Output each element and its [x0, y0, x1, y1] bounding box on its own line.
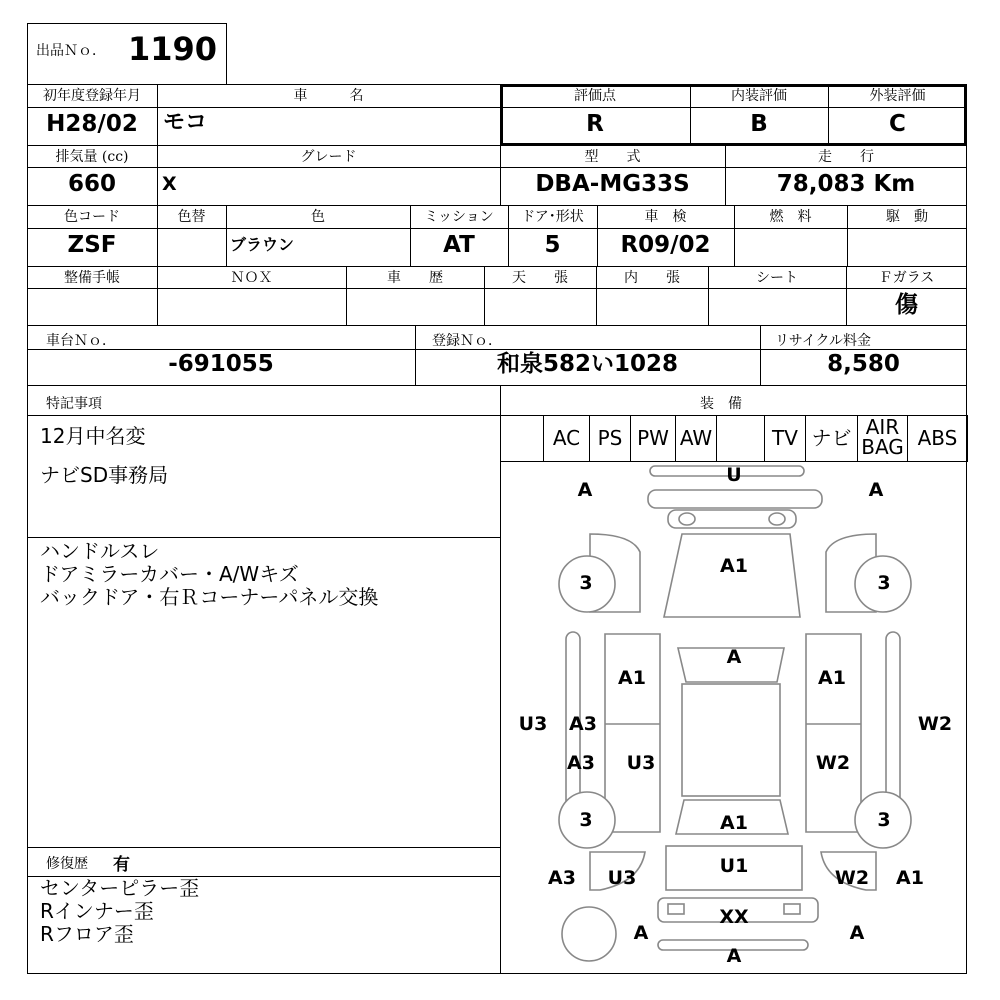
damage-mark: U1	[719, 855, 749, 877]
damage-mark: A1	[818, 667, 846, 689]
damage-mark: A3	[567, 752, 595, 774]
door-shape-label: ドア･形状	[521, 209, 584, 225]
notes-label: 特記事項	[46, 396, 102, 412]
equipment-cell	[805, 415, 858, 462]
equipment-cell	[589, 415, 631, 462]
recolor-label: 色替	[177, 209, 206, 225]
damage-mark: W2	[917, 713, 953, 735]
fuel-label: 燃 料	[769, 209, 812, 225]
door-shape-value: 5	[544, 232, 561, 258]
equipment-item: AW	[679, 426, 713, 450]
lot-number-label: 出品Ｎｏ．	[36, 43, 106, 59]
exterior-grade-label: 外装評価	[869, 88, 926, 104]
nox-label: ＮＯＸ	[230, 270, 273, 286]
recycle-fee-value: 8,580	[827, 351, 900, 377]
transmission-value: AT	[443, 232, 475, 258]
damage-mark: 3	[579, 809, 593, 831]
drive-label: 駆 動	[886, 209, 928, 225]
equipment-cell	[675, 415, 717, 462]
color-label: 色	[311, 209, 325, 225]
equipment-cell	[907, 415, 968, 462]
model-code-label: 型 式	[584, 149, 641, 165]
equipment-item: PW	[637, 426, 669, 450]
score-value: R	[586, 111, 604, 137]
damage-mark: A	[849, 922, 865, 944]
registration-number-value: 和泉582い1028	[496, 351, 679, 377]
front-grille-outline	[648, 490, 822, 508]
note-line: バックドア・右Ｒコーナーパネル交換	[40, 585, 379, 609]
lot-number-value: 1190	[128, 30, 218, 68]
equipment-cell	[630, 415, 676, 462]
damage-mark: A	[726, 646, 742, 668]
equipment-cell	[764, 415, 806, 462]
right-doors-outline	[806, 634, 861, 832]
equipment-label: 装 備	[700, 396, 742, 412]
damage-mark: A	[868, 479, 884, 501]
damage-mark: A1	[720, 812, 748, 834]
damage-mark: U	[726, 464, 742, 486]
repair-history-value: 有	[113, 855, 130, 875]
mileage-label: 走 行	[818, 149, 874, 165]
car-name-value: モコ	[163, 110, 208, 135]
equipment-cell	[500, 415, 544, 462]
damage-mark: W2	[815, 752, 851, 774]
registration-number-label: 登録Ｎｏ．	[432, 333, 502, 349]
interior-grade-label: 内装評価	[731, 88, 787, 104]
equipment-cell	[543, 415, 590, 462]
interior-grade-value: B	[750, 111, 768, 137]
chassis-number-value: -691055	[168, 351, 274, 377]
first-registration-value: H28/02	[46, 111, 138, 137]
recycle-fee-label: リサイクル料金	[775, 333, 872, 349]
damage-mark: 3	[877, 809, 891, 831]
damage-mark: A1	[896, 867, 924, 889]
first-registration-label: 初年度登録年月	[43, 88, 141, 104]
repair-line: センターピラー歪	[40, 876, 200, 900]
equipment-item: TV	[772, 426, 798, 450]
equipment-cell	[857, 415, 908, 462]
front-glass-label: Ｆガラス	[878, 270, 935, 286]
equipment-item: PS	[597, 426, 623, 450]
left-doors-outline	[605, 634, 660, 832]
seat-label: シート	[756, 270, 798, 286]
damage-mark: A3	[569, 713, 597, 735]
equipment-item: ナビ	[811, 426, 852, 450]
headliner-label: 天 張	[512, 270, 568, 286]
equipment-item: AC	[552, 426, 581, 450]
displacement-value: 660	[67, 171, 116, 197]
equipment-item: AIR BAG	[861, 415, 904, 459]
maintenance-record-label: 整備手帳	[64, 270, 120, 286]
color-code-label: 色コード	[64, 209, 120, 225]
note-line: 12月中名変	[40, 424, 146, 448]
damage-mark: U3	[607, 867, 637, 889]
inspection-label: 車 検	[644, 209, 687, 225]
damage-mark: A1	[720, 555, 748, 577]
transmission-label: ミッション	[424, 209, 494, 225]
damage-mark: W2	[834, 867, 870, 889]
grade-value: X	[162, 173, 177, 195]
displacement-label: 排気量 (cc)	[55, 149, 129, 165]
note-line: ハンドルスレ	[40, 539, 160, 563]
damage-mark: 3	[877, 572, 891, 594]
damage-mark: A3	[548, 867, 576, 889]
roof-outline	[682, 684, 780, 796]
score-label: 評価点	[574, 88, 616, 104]
model-code-value: DBA-MG33S	[535, 171, 690, 197]
damage-mark: A	[726, 945, 742, 967]
color-code-value: ZSF	[67, 232, 117, 258]
damage-mark: A	[633, 922, 649, 944]
damage-mark: U3	[626, 752, 656, 774]
equipment-item: ABS	[917, 426, 958, 450]
repair-history-label: 修復歴	[46, 856, 88, 872]
equipment-cell	[716, 415, 765, 462]
exterior-grade-value: C	[889, 111, 906, 137]
note-line: ナビSD事務局	[40, 463, 169, 487]
chassis-number-label: 車台Ｎｏ．	[46, 333, 116, 349]
repair-line: Rインナー歪	[40, 899, 154, 923]
spare-wheel	[562, 907, 616, 961]
note-line: ドアミラーカバー・A/Wキズ	[40, 562, 299, 586]
damage-mark: U3	[518, 713, 548, 735]
car-name-label: 車 名	[293, 88, 364, 104]
damage-mark: XX	[719, 906, 749, 928]
grade-label: グレード	[300, 149, 357, 165]
mileage-value: 78,083 Km	[776, 171, 916, 197]
damage-mark: A	[577, 479, 593, 501]
inspection-value: R09/02	[620, 232, 711, 258]
front-glass-value: 傷	[895, 292, 918, 318]
damage-mark: A1	[618, 667, 646, 689]
history-label: 車 歴	[387, 270, 443, 286]
interior-trim-label: 内 張	[624, 270, 680, 286]
color-value: ブラウン	[230, 235, 295, 254]
repair-line: Rフロア歪	[40, 922, 134, 946]
damage-mark: 3	[579, 572, 593, 594]
